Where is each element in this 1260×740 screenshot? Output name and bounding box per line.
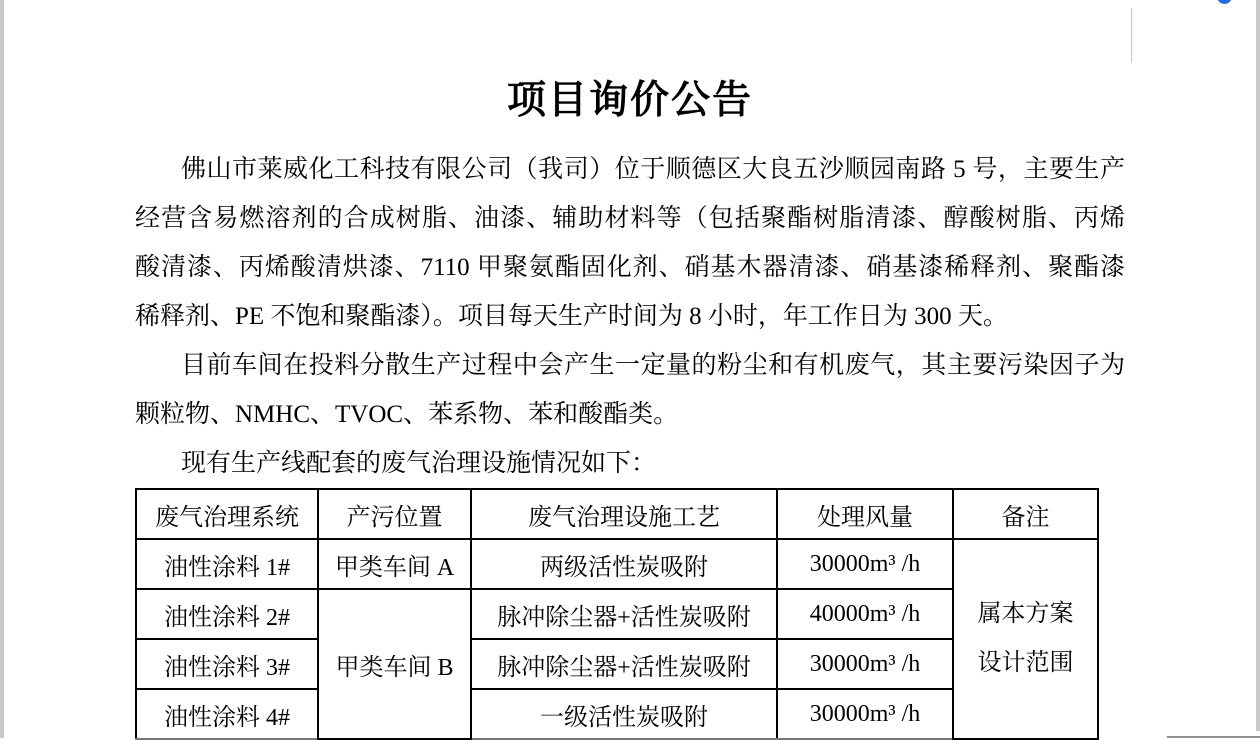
paragraph-3 [135,439,1125,488]
paragraph-line: 酸清漆、丙烯酸清烘漆、7110 甲聚氨酯固化剂、硝基木器清漆、硝基漆稀释剂、聚酯漆 [135,254,1125,281]
paragraph-line: 佛山市莱威化工科技有限公司（我司）位于顺德区大良五沙顺园南路 5 号，主要生产 [181,156,1125,183]
cell-system: 油性涂料 2# [136,589,318,639]
paragraph-line: 稀释剂、PE 不饱和聚酯漆）。项目每天生产时间为 8 小时，年工作日为 300 天。 [135,303,1008,330]
cell-airflow: 30000m³ /h [777,639,953,689]
announcement-body [135,0,1125,740]
cell-process: 脉冲除尘器+活性炭吸附 [471,589,777,639]
cell-location: 甲类车间 A [318,539,471,589]
table-row [136,539,1098,589]
cell-note [953,539,1098,739]
cell-process: 脉冲除尘器+活性炭吸附 [471,639,777,689]
paragraph-1 [135,145,1125,341]
column-header-process: 废气治理设施工艺 [471,489,777,539]
cell-airflow: 30000m³ /h [777,539,953,589]
paragraph-line: 颗粒物、NMHC、TVOC、苯系物、苯和酸酯类。 [135,401,679,428]
cell-process: 两级活性炭吸附 [471,539,777,589]
cell-process: 一级活性炭吸附 [471,689,777,739]
column-header-system: 废气治理系统 [136,489,318,539]
cell-airflow: 30000m³ /h [777,689,953,739]
page-right-edge [1256,0,1260,731]
note-line: 属本方案 [977,601,1074,627]
cell-system: 油性涂料 4# [136,689,318,739]
waste-gas-table [135,488,1099,740]
document-title: 项目询价公告 [506,79,753,122]
paragraph-line: 经营含易燃溶剂的合成树脂、油漆、辅助材料等（包括聚酯树脂清漆、醇酸树脂、丙烯 [135,205,1125,232]
paragraph-2 [135,341,1125,439]
cell-system: 油性涂料 1# [136,539,318,589]
table-header-row [136,489,1098,539]
page-left-edge [0,0,4,738]
cell-airflow: 40000m³ /h [777,589,953,639]
cell-system: 油性涂料 3# [136,639,318,689]
column-header-location: 产污位置 [318,489,471,539]
floating-button-icon[interactable] [1217,0,1232,4]
note-line: 设计范围 [977,650,1074,676]
paragraph-line: 现有生产线配套的废气治理设施情况如下： [181,450,657,477]
column-header-note: 备注 [953,489,1098,539]
text-cursor [1131,8,1132,62]
cell-location: 甲类车间 B [318,589,471,739]
paragraph-line: 目前车间在投料分散生产过程中会产生一定量的粉尘和有机废气，其主要污染因子为 [181,352,1125,379]
column-header-airflow: 处理风量 [777,489,953,539]
